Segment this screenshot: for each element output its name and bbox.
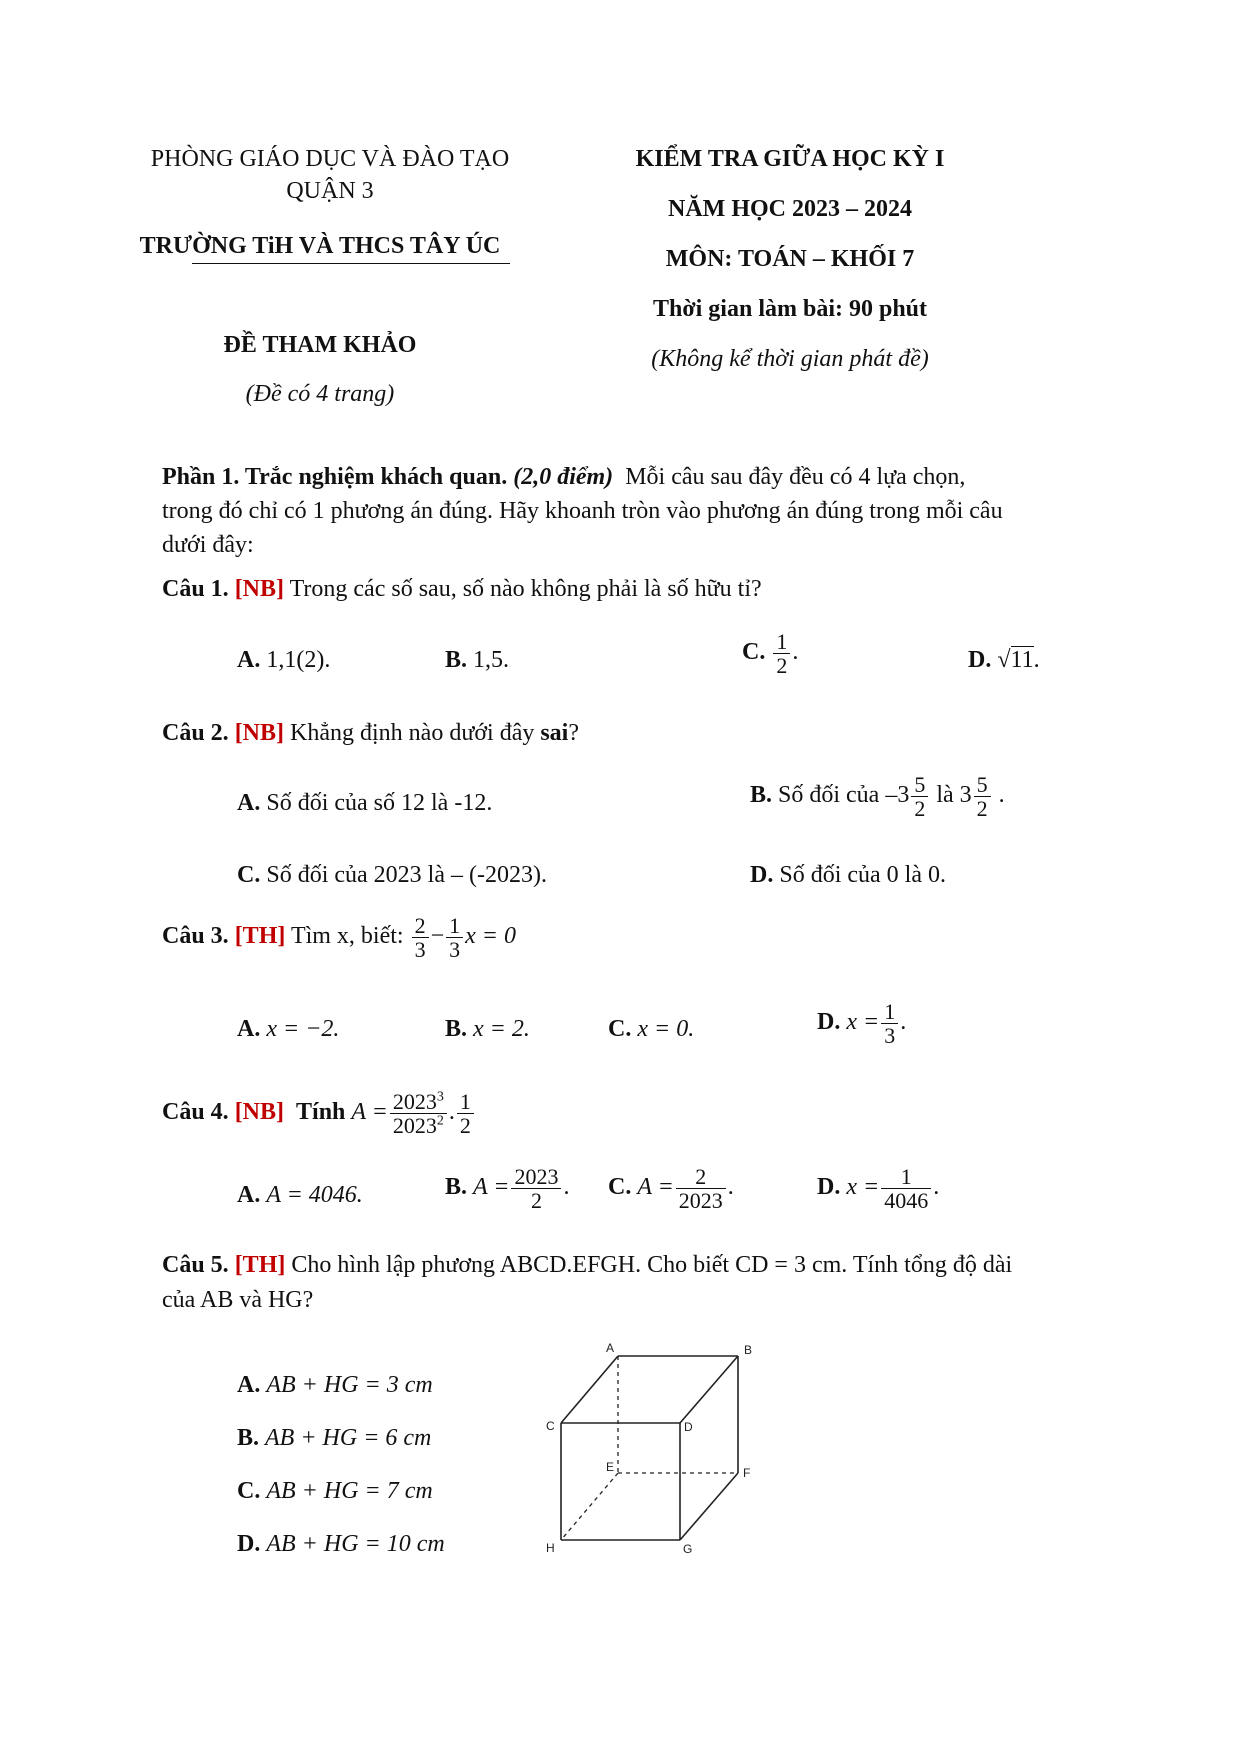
q5-option-c-label: C. (237, 1478, 261, 1504)
q3-option-b[interactable] (445, 1016, 530, 1043)
q1-c-denominator: 2 (776, 653, 788, 679)
q4-d-tail: . (933, 1174, 940, 1201)
q4-expr-pre: A = (351, 1099, 388, 1126)
exam-type: ĐỀ THAM KHẢO (223, 332, 417, 358)
q3-eq-den2: 3 (449, 937, 461, 963)
q1-d-sqrt-symbol: √ (997, 647, 1011, 673)
q2-b-den2: 2 (976, 796, 988, 822)
cube-label-b: B (744, 1343, 753, 1357)
q3-d-den: 3 (884, 1023, 896, 1049)
q5-option-d-text: AB + HG = 10 cm (266, 1531, 445, 1557)
q2-b-whole1: –3 (885, 782, 910, 809)
q3-d-num: 1 (881, 1000, 898, 1024)
q3-eq-num2: 1 (446, 914, 463, 938)
q3-d-fraction (881, 1000, 898, 1047)
q1-option-a[interactable] (237, 647, 330, 674)
q1-c-numerator: 1 (773, 630, 790, 654)
q2-option-a-label: A. (237, 790, 261, 816)
cube-edge-db (680, 1356, 738, 1423)
question-2 (162, 720, 579, 747)
cube-label-f: F (743, 1466, 751, 1480)
q1-option-c-fraction (773, 630, 790, 677)
q4-option-d[interactable] (817, 1165, 939, 1212)
q1-option-b-text: 1,5. (473, 647, 510, 673)
department-name: PHÒNG GIÁO DỤC VÀ ĐÀO TẠO (150, 146, 510, 172)
q3-option-b-text: x = 2. (473, 1016, 530, 1042)
q4-b-tail: . (563, 1174, 570, 1201)
q3-d-tail: . (900, 1009, 907, 1036)
q2-option-b-pre: Số đối của (778, 782, 880, 809)
question-5-line2: của AB và HG? (162, 1287, 314, 1313)
cube-edge-eh-hidden (561, 1473, 618, 1540)
q2-b-fraction1 (911, 773, 928, 820)
q4-option-d-label: D. (817, 1174, 841, 1201)
question-1 (162, 576, 762, 603)
q3-eq-den1: 3 (414, 937, 426, 963)
q4-d-den: 4046 (884, 1188, 929, 1214)
q5-option-c[interactable] (237, 1478, 433, 1505)
q2-b-num1: 5 (911, 773, 928, 797)
q4-c-den: 2023 (678, 1188, 723, 1214)
cube-edge-gf (680, 1473, 738, 1540)
part1-intro-line1 (162, 464, 965, 491)
question-5 (162, 1252, 1012, 1279)
subject: MÔN: TOÁN – KHỐI 7 (665, 246, 915, 272)
question-5-label: Câu 5. (162, 1252, 229, 1278)
question-1-label: Câu 1. (162, 576, 229, 602)
q3-option-c[interactable] (608, 1016, 694, 1043)
q4-option-a-label: A. (237, 1182, 261, 1208)
school-year: NĂM HỌC 2023 – 2024 (668, 196, 912, 222)
q3-option-a-text: x = −2. (266, 1016, 340, 1042)
q4-option-b-label: B. (445, 1174, 468, 1201)
q2-option-c-label: C. (237, 862, 261, 888)
q1-option-a-label: A. (237, 647, 261, 673)
q2-b-mid: là (936, 782, 954, 809)
q3-option-a-label: A. (237, 1016, 261, 1042)
part1-intro-line3: dưới đây: (162, 532, 254, 558)
q3-eq-fraction1 (412, 914, 429, 961)
q1-option-a-text: 1,1(2). (266, 647, 331, 673)
q3-eq-fraction2 (446, 914, 463, 961)
q4-option-c-label: C. (608, 1174, 632, 1201)
part1-points: (2,0 điểm) (513, 464, 614, 490)
q5-option-d-label: D. (237, 1531, 261, 1557)
q2-option-d[interactable] (750, 862, 946, 889)
q4-b-fraction (511, 1165, 561, 1212)
pages-note: (Đề có 4 trang) (245, 381, 395, 407)
question-2-text-end: ? (568, 720, 580, 746)
q4-expr-numerator (390, 1090, 447, 1114)
q5-option-a-label: A. (237, 1372, 261, 1398)
q4-expr-den-exp: 2 (436, 1113, 444, 1129)
q4-c-fraction (676, 1165, 726, 1212)
q4-option-b[interactable] (445, 1165, 569, 1212)
part1-title: Phần 1. Trắc nghiệm khách quan. (162, 464, 508, 490)
q2-b-den1: 2 (914, 796, 926, 822)
question-2-text-bold: sai (540, 720, 569, 746)
q3-eq-num1: 2 (412, 914, 429, 938)
question-2-label: Câu 2. (162, 720, 229, 746)
part1-intro-line2: trong đó chỉ có 1 phương án đúng. Hãy khoanh tròn vào phương án đúng trong mỗi câu (162, 498, 1003, 524)
question-2-text: Khẳng định nào dưới đây (290, 720, 535, 746)
question-3-level: [TH] (234, 923, 286, 950)
q2-option-b-label: B. (750, 782, 773, 809)
q4-expr-num-base: 2023 (392, 1089, 437, 1114)
q4-expr-fraction2 (457, 1090, 474, 1137)
q4-expr-dot: . (448, 1099, 455, 1126)
q3-eq-minus: − (430, 923, 445, 950)
q5-option-b-label: B. (237, 1425, 260, 1451)
cube-label-e: E (606, 1460, 615, 1474)
q4-b-den: 2 (530, 1188, 542, 1214)
q4-c-num: 2 (676, 1165, 726, 1189)
school-name: TRƯỜNG TiH VÀ THCS TÂY ÚC (139, 233, 501, 259)
q2-option-a-text: Số đối của số 12 là -12. (266, 790, 493, 816)
cube-label-h: H (546, 1541, 555, 1555)
q3-option-d[interactable] (817, 1000, 906, 1047)
duration-note: (Không kể thời gian phát đề) (651, 346, 929, 372)
q3-option-d-pre: x = (846, 1009, 880, 1036)
q2-b-fraction2 (974, 773, 991, 820)
q2-option-b[interactable] (750, 773, 1005, 820)
q4-expr-num2: 1 (457, 1090, 474, 1114)
q2-option-c[interactable] (237, 862, 547, 889)
q3-eq-tail: x = 0 (465, 923, 516, 950)
q1-d-radicand: 11 (1010, 647, 1034, 673)
question-4-level: [NB] (234, 1099, 285, 1126)
q4-option-d-pre: x = (846, 1174, 880, 1201)
question-1-level: [NB] (234, 576, 285, 602)
question-4 (162, 1090, 476, 1137)
q3-option-d-label: D. (817, 1009, 841, 1036)
school-underline (192, 263, 510, 264)
question-5-text: Cho hình lập phương ABCD.EFGH. Cho biết CD = 3 cm. Tính tổng độ dài (291, 1252, 1013, 1278)
q3-option-b-label: B. (445, 1016, 468, 1042)
q3-option-c-label: C. (608, 1016, 632, 1042)
q2-option-d-label: D. (750, 862, 774, 888)
cube-edge-ca (561, 1356, 618, 1423)
q2-option-d-text: Số đối của 0 là 0. (779, 862, 946, 888)
question-3-label: Câu 3. (162, 923, 229, 950)
q4-option-a[interactable] (237, 1182, 363, 1209)
question-2-level: [NB] (234, 720, 285, 746)
q2-b-tail: . (998, 782, 1005, 809)
q5-option-b[interactable] (237, 1425, 431, 1452)
q1-option-c-label: C. (742, 639, 766, 666)
q4-expr-fraction (390, 1090, 447, 1137)
q4-d-num: 1 (881, 1165, 931, 1189)
q3-option-a[interactable] (237, 1016, 339, 1043)
question-4-label: Câu 4. (162, 1099, 229, 1126)
duration: Thời gian làm bài: 90 phút (652, 296, 928, 322)
q4-expr-den2: 2 (459, 1113, 471, 1139)
q5-option-a-text: AB + HG = 3 cm (266, 1372, 433, 1398)
cube-label-a: A (606, 1341, 615, 1355)
q3-option-c-text: x = 0. (637, 1016, 695, 1042)
q4-expr-den-base: 2023 (392, 1113, 437, 1139)
q2-option-a[interactable] (237, 790, 492, 817)
q2-b-num2: 5 (974, 773, 991, 797)
q4-c-tail: . (727, 1174, 734, 1201)
cube-label-d: D (684, 1420, 693, 1434)
q4-option-c[interactable] (608, 1165, 734, 1212)
q4-b-num: 2023 (511, 1165, 561, 1189)
q4-expr-denominator (390, 1114, 447, 1137)
q2-option-c-text: Số đối của 2023 là – (-2023). (266, 862, 547, 888)
question-1-text: Trong các số sau, số nào không phải là số hữu tỉ? (289, 576, 762, 602)
q1-d-tail: . (1033, 647, 1040, 673)
part1-intro-text: Mỗi câu sau đây đều có 4 lựa chọn, (625, 464, 966, 490)
question-5-level: [TH] (234, 1252, 286, 1278)
q1-option-d[interactable] (968, 647, 1040, 674)
question-3-text: Tìm x, biết: (290, 923, 404, 950)
q4-option-a-text: A = 4046. (266, 1182, 363, 1208)
department-district: QUẬN 3 (286, 178, 374, 204)
q1-option-c[interactable] (742, 630, 798, 677)
cube-label-c: C (546, 1419, 555, 1433)
q1-c-tail: . (792, 639, 799, 666)
q5-option-a[interactable] (237, 1372, 433, 1399)
cube-label-g: G (683, 1542, 693, 1556)
question-3 (162, 914, 516, 961)
q5-option-c-text: AB + HG = 7 cm (266, 1478, 433, 1504)
exam-title: KIỂM TRA GIỮA HỌC KỲ I (635, 146, 945, 172)
q5-option-b-text: AB + HG = 6 cm (265, 1425, 432, 1451)
q1-option-b-label: B. (445, 647, 468, 673)
q4-option-b-pre: A = (473, 1174, 510, 1201)
q4-expr-num-exp: 3 (436, 1089, 444, 1105)
q5-option-d[interactable] (237, 1531, 445, 1558)
q2-b-whole2: 3 (959, 782, 972, 809)
question-4-text: Tính (296, 1099, 346, 1126)
q1-option-d-label: D. (968, 647, 992, 673)
q1-option-b[interactable] (445, 647, 509, 674)
cube-diagram (540, 1340, 780, 1565)
q4-option-c-pre: A = (637, 1174, 674, 1201)
q4-d-fraction (881, 1165, 931, 1212)
